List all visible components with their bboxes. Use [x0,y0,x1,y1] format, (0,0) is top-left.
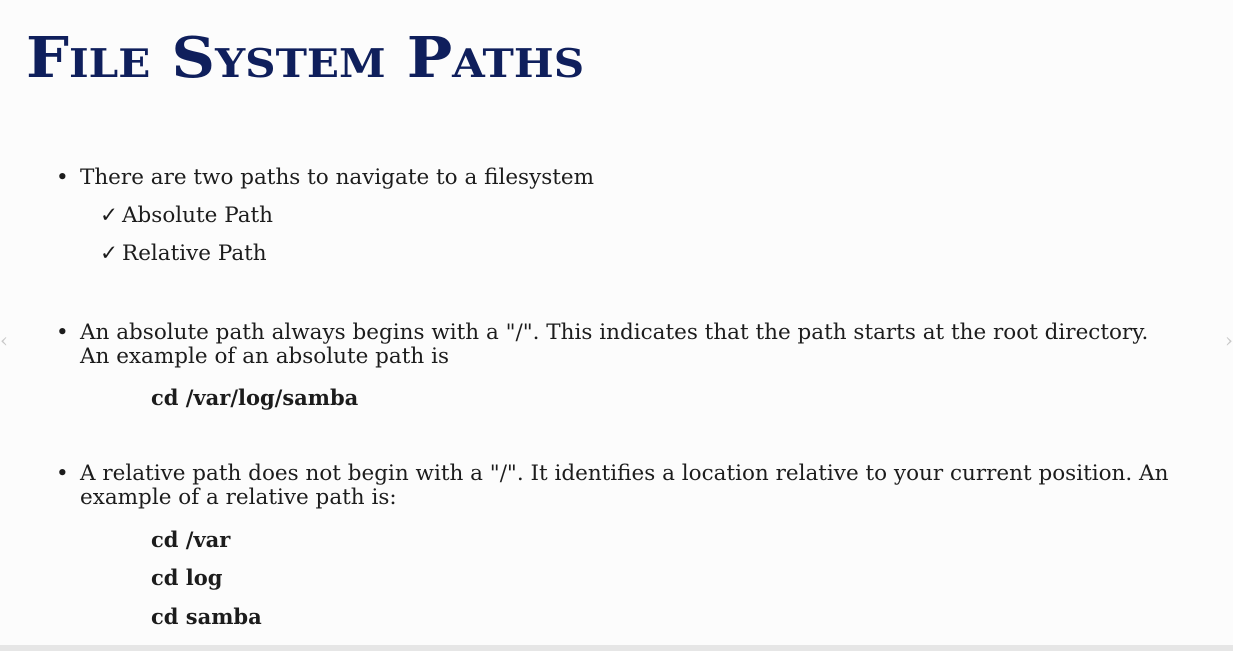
check-item-relative [100,242,267,266]
check-item-absolute [100,204,273,228]
checkmark-icon: ✓ [100,241,119,266]
command-absolute: cd /var/log/samba [151,385,359,410]
slide-title: File System Paths [26,25,585,91]
check-item-label: Relative Path [122,241,267,266]
bullet-relative-line1: • A relative path does not begin with a "/". It identifies a location relative to your current position. An [80,461,1169,486]
bullet-relative-path [80,462,1180,510]
bottom-border [0,645,1233,651]
command-relative-1: cd /var [151,527,231,552]
bullet-absolute-path [80,321,1160,369]
command-relative-3: cd samba [151,604,262,629]
bullet-absolute-line2: An example of an absolute path is [80,344,449,369]
next-slide-arrow-icon[interactable]: › [1225,328,1233,352]
command-relative-2: cd log [151,565,223,590]
bullet-absolute-line1: • An absolute path always begins with a "/". This indicates that the path starts at the root directory. [80,320,1149,345]
check-item-label: Absolute Path [122,203,273,228]
prev-slide-arrow-icon[interactable]: ‹ [0,328,8,352]
bullet-two-paths: • There are two paths to navigate to a filesystem [80,166,594,190]
checkmark-icon: ✓ [100,203,119,228]
bullet-relative-line2: example of a relative path is: [80,485,397,510]
